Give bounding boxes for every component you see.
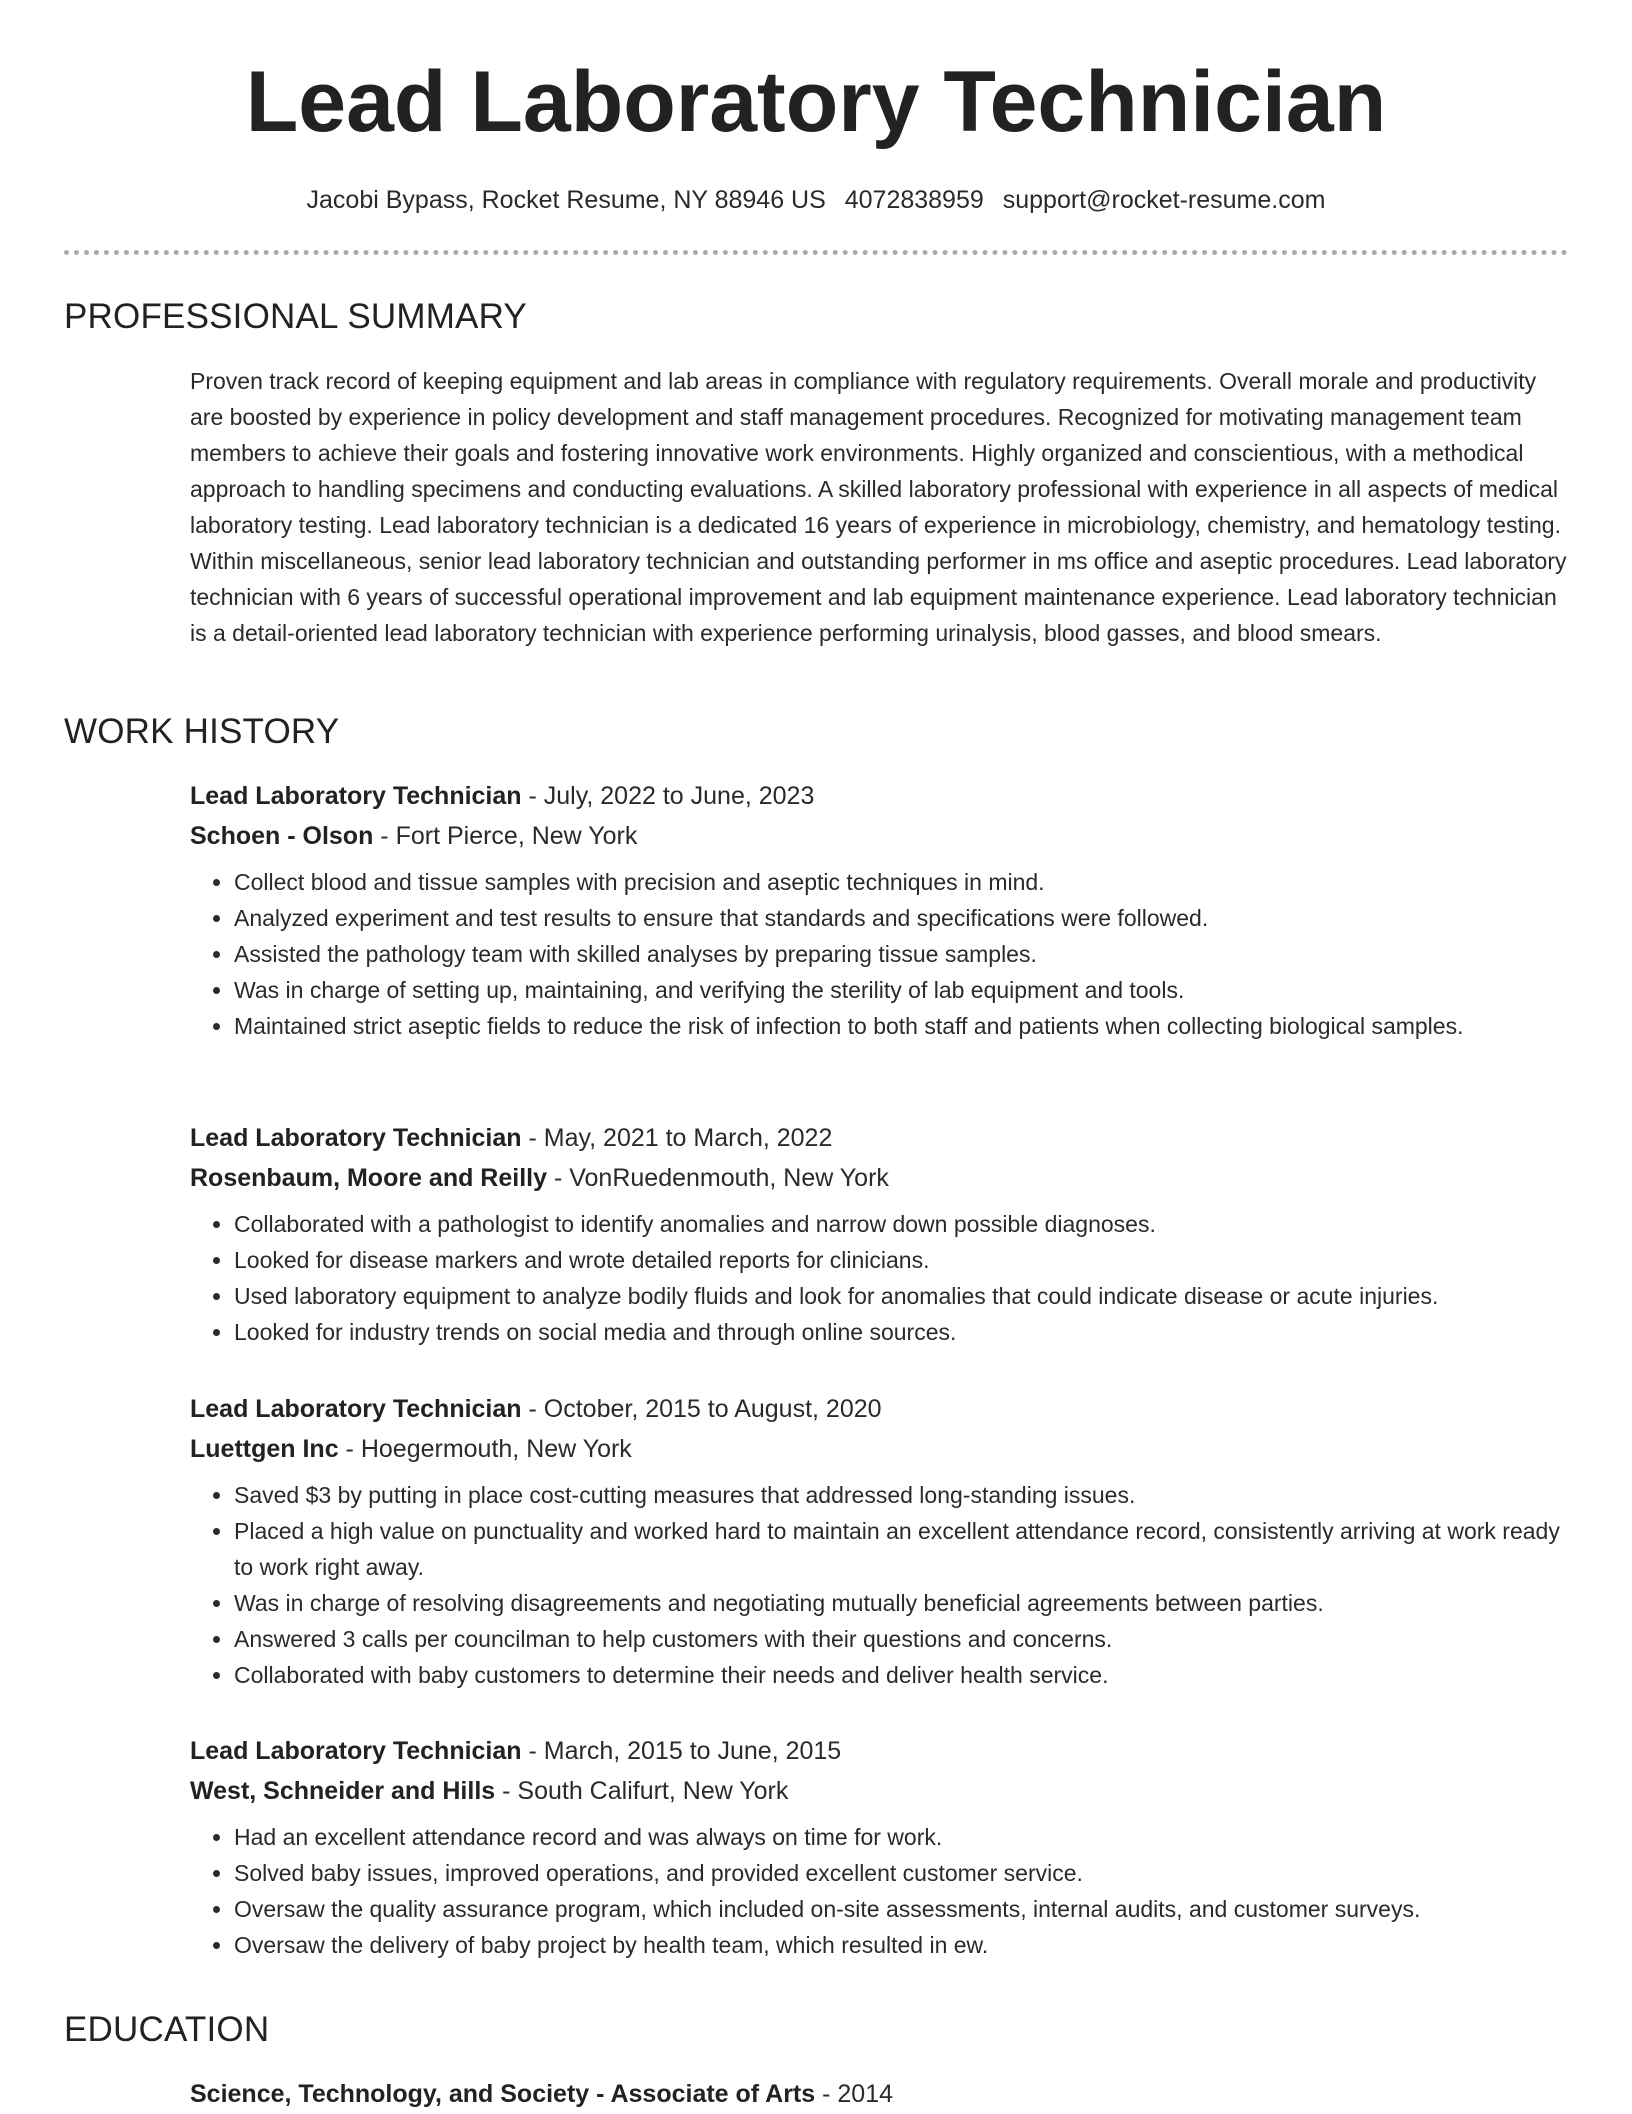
job-company: West, Schneider and Hills [190, 1777, 496, 1805]
job-duties-list [190, 864, 1568, 1044]
job-entry [64, 1731, 1568, 1963]
duty-item: • Collaborated with a pathologist to identify anomalies and narrow down possible diagnoses. [234, 1206, 1568, 1242]
education-year: - 2014 [815, 2080, 894, 2108]
education-heading: EDUCATION [64, 2010, 270, 2049]
job-company: Luettgen Inc [190, 1435, 339, 1463]
job-dates: - October, 2015 to August, 2020 [521, 1395, 882, 1423]
job-company-line [190, 816, 1568, 856]
education-line [190, 2074, 1568, 2114]
duty-item: • Answered 3 calls per councilman to help customers with their questions and concerns. [234, 1621, 1568, 1657]
duty-item: • Collect blood and tissue samples with precision and aseptic techniques in mind. [234, 864, 1568, 900]
duty-item: • Solved baby issues, improved operations, and provided excellent customer service. [234, 1855, 1568, 1891]
duty-item: • Collaborated with baby customers to determine their needs and deliver health service. [234, 1657, 1568, 1693]
summary-content [190, 363, 1568, 651]
duty-item: • Was in charge of setting up, maintaining, and verifying the sterility of lab equipment and tools. [234, 972, 1568, 1008]
duty-item: • Was in charge of resolving disagreements and negotiating mutually beneficial agreements between parties. [234, 1585, 1568, 1621]
summary-heading: PROFESSIONAL SUMMARY [64, 297, 527, 336]
education-degree: Science, Technology, and Society - Associate of Arts [190, 2080, 816, 2108]
job-company-line [190, 1771, 1568, 1811]
candidate-name: Lead Laboratory Technician [245, 54, 1387, 150]
work-history-heading: WORK HISTORY [64, 712, 340, 751]
job-role: Lead Laboratory Technician [190, 1737, 522, 1765]
job-role: Lead Laboratory Technician [190, 1395, 522, 1423]
duty-item: • Had an excellent attendance record and was always on time for work. [234, 1819, 1568, 1855]
job-company-line [190, 1429, 1568, 1469]
resume-header [0, 0, 1632, 216]
duty-item: • Saved $3 by putting in place cost-cutting measures that addressed long-standing issues. [234, 1477, 1568, 1513]
job-duties-list [190, 1206, 1568, 1350]
job-company: Schoen - Olson [190, 822, 374, 850]
duty-item: • Looked for industry trends on social media and through online sources. [234, 1314, 1568, 1350]
duty-item: • Analyzed experiment and test results to ensure that standards and specifications were followed. [234, 900, 1568, 936]
job-dates: - May, 2021 to March, 2022 [521, 1124, 833, 1152]
job-duties-list [190, 1819, 1568, 1963]
summary-text: Proven track record of keeping equipment and lab areas in compliance with regulatory requirements. Overall morale and productivity are boosted by experience in policy development and staff management procedures. Recognized for motivating management team members to achieve their goals and fostering innovative work environments. Highly organized and conscientious, with a methodical approach to handling specimens and conducting evaluations. A skilled laboratory professional with experience in all aspects of medical laboratory testing. Lead laboratory technician is a dedicated 16 years of experience in microbiology, chemistry, and hematology testing. Within miscellaneous, senior lead laboratory technician and outstanding performer in ms office and aseptic procedures. Lead laboratory technician with 6 years of successful operational improvement and lab equipment maintenance experience. Lead laboratory technician is a detail-oriented lead laboratory technician with experience performing urinalysis, blood gasses, and blood smears. [190, 368, 1567, 646]
job-entry [64, 1118, 1568, 1350]
work-history-section [64, 712, 1568, 752]
job-dates: - July, 2022 to June, 2023 [521, 782, 815, 810]
job-duties-list [190, 1477, 1568, 1693]
education-section [64, 2010, 1568, 2050]
duty-item: • Oversaw the quality assurance program, which included on-site assessments, internal audits, and customer surveys. [234, 1891, 1568, 1927]
job-dates: - March, 2015 to June, 2015 [521, 1737, 842, 1765]
contact-email: support@rocket-resume.com [1002, 186, 1326, 214]
summary-section [64, 297, 1568, 651]
header-divider [64, 250, 1568, 255]
contact-line [0, 184, 1632, 216]
job-role: Lead Laboratory Technician [190, 782, 522, 810]
job-title-line [190, 1389, 1568, 1429]
job-company: Rosenbaum, Moore and Reilly [190, 1164, 548, 1192]
duty-item: • Maintained strict aseptic fields to reduce the risk of infection to both staff and patients when collecting biological samples. [234, 1008, 1568, 1044]
duty-item: • Oversaw the delivery of baby project by health team, which resulted in ew. [234, 1927, 1568, 1963]
education-entry [64, 2074, 1568, 2114]
contact-address: Jacobi Bypass, Rocket Resume, NY 88946 US [306, 186, 826, 214]
duty-item: • Looked for disease markers and wrote detailed reports for clinicians. [234, 1242, 1568, 1278]
duty-item: • Assisted the pathology team with skilled analyses by preparing tissue samples. [234, 936, 1568, 972]
job-title-line [190, 1118, 1568, 1158]
job-location: - VonRuedenmouth, New York [547, 1164, 889, 1192]
duty-item: • Placed a high value on punctuality and worked hard to maintain an excellent attendance record, consistently arriving at work ready to work right away. [234, 1513, 1568, 1585]
job-location: - Hoegermouth, New York [338, 1435, 632, 1463]
job-title-line [190, 776, 1568, 816]
job-location: - Fort Pierce, New York [373, 822, 638, 850]
job-entry [64, 776, 1568, 1044]
job-role: Lead Laboratory Technician [190, 1124, 522, 1152]
job-company-line [190, 1158, 1568, 1198]
contact-phone: 4072838959 [844, 186, 984, 214]
duty-item: • Used laboratory equipment to analyze bodily fluids and look for anomalies that could indicate disease or acute injuries. [234, 1278, 1568, 1314]
job-entry [64, 1389, 1568, 1693]
job-title-line [190, 1731, 1568, 1771]
job-location: - South Califurt, New York [495, 1777, 789, 1805]
